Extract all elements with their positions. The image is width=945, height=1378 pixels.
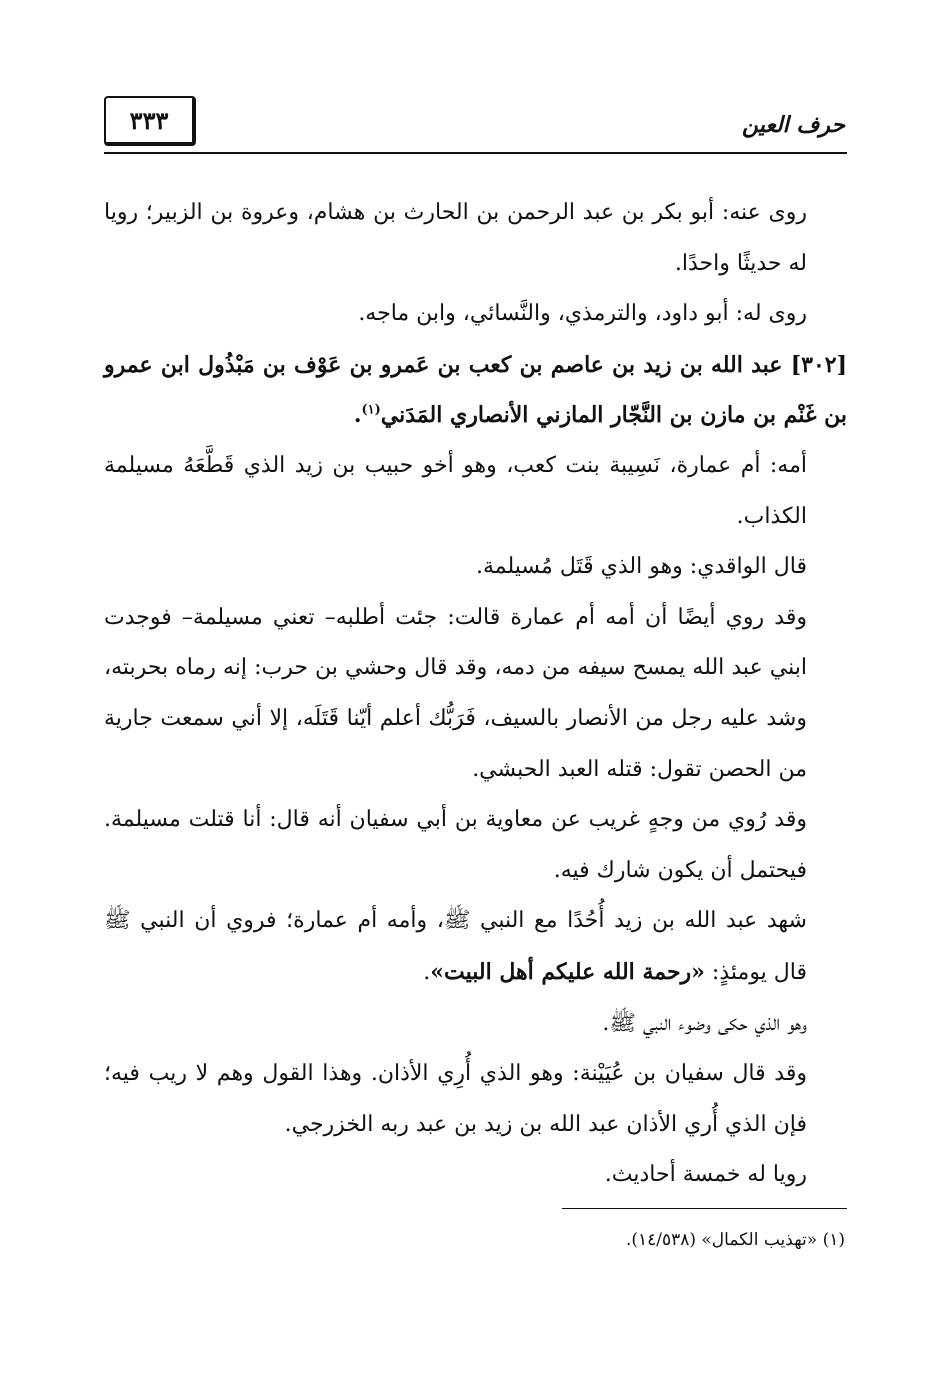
header-divider: [104, 152, 847, 154]
paragraph-wudu: وهو الذي حكى وضوء النبي ﷺ.: [602, 1010, 807, 1036]
footnote: (١) «تهذيب الكمال» (١٤/٥٣٨).: [625, 1230, 845, 1250]
paragraph-adhan: وقد قال سفيان بن عُيَيْنة: وهو الذي أُرِي الأذان. وهذا القول وهم لا ريب فيه؛ فإن الذي أُري الأذان عبد الله بن زيد بن عبد ربه الخزرجي.: [104, 1061, 807, 1137]
paragraph-umm-umara: وقد روي أيضًا أن أمه أم عمارة قالت: جئت أطلبه– تعني مسيلمة– فوجدت ابني عبد الله يمسح سيفه من دمه، وقد قال وحشي بن حرب: إنه رماه بحربته، وشد عليه رجل من الأنصار بالسيف، فَرَبُّك أعلم أيّنا قَتَلَه، إلا أني سمعت جارية من الحصن تقول: قتله العبد الحبشي.: [104, 604, 807, 782]
paragraph-narrators: روى عنه: أبو بكر بن عبد الرحمن بن الحارث بن هشام، وعروة بن الزبير؛ رويا له حديثًا واحدًا.: [104, 200, 807, 276]
entry-name: عبد الله بن زيد بن عاصم بن كعب بن عَمرو بن عَوْف بن مَبْذُول ابن عمرو بن غَنْم بن مازن بن النَّجّار المازني الأنصاري المَدَني: [104, 351, 847, 429]
entry-number: [٣٠٢]: [790, 351, 847, 378]
main-text: [104, 188, 847, 1201]
page-number-box: [104, 96, 196, 146]
footnote-marker: (١): [361, 403, 381, 419]
prophet-quote: «رحمة الله عليكم أهل البيت»: [430, 958, 705, 985]
paragraph-uhud: شهد عبد الله بن زيد أُحُدًا مع النبي ﷺ، وأمه أم عمارة؛ فروي أن النبي ﷺ قال يومئذٍ: «رحمة الله عليكم أهل البيت».: [104, 908, 807, 985]
paragraph-reporters: روى له: أبو داود، والترمذي، والنَّسائي، وابن ماجه.: [358, 301, 807, 327]
biography-entry-heading: [٣٠٢] عبد الله بن زيد بن عاصم بن كعب بن عَمرو بن عَوْف بن مَبْذُول ابن عمرو بن غَنْم بن مازن بن النَّجّار المازني الأنصاري المَدَني$^{(١)}$.: [104, 351, 847, 429]
page-number: ٣٣٣: [129, 105, 169, 135]
paragraph-waqidi: قال الواقدي: وهو الذي قَتَل مُسيلمة.: [476, 554, 807, 580]
paragraph-mother: أمه: أم عمارة، نَسِيبة بنت كعب، وهو أخو حبيب بن زيد الذي قَطَّعَهُ مسيلمة الكذاب.: [104, 452, 807, 529]
paragraph-hadith-count: رويا له خمسة أحاديث.: [604, 1162, 807, 1188]
paragraph-muawiya: وقد رُوي من وجهٍ غريب عن معاوية بن أبي سفيان أنه قال: أنا قتلت مسيلمة. فيحتمل أن يكون شارك فيه.: [104, 807, 807, 883]
running-title: حرف العين: [741, 112, 845, 138]
footnote-divider: [562, 1208, 847, 1209]
